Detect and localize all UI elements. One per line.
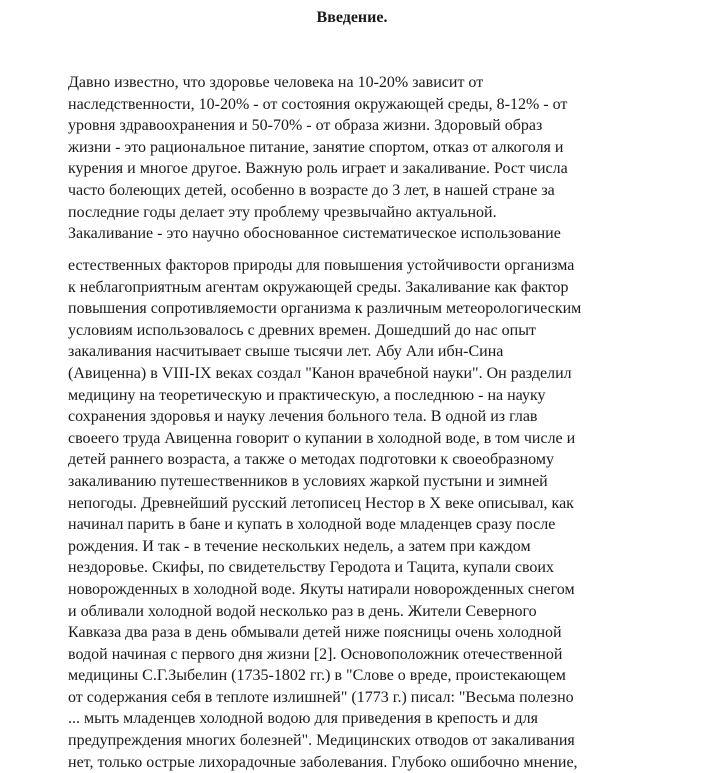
text-line: непогоды. Древнейший русский летописец Нестор в Х веке описывал, как [68, 494, 574, 512]
text-line: естественных факторов природы для повышения устойчивости организма [68, 257, 575, 274]
text-line: повышения сопротивляемости организма к различным метеорологическим [68, 300, 582, 318]
text-line: закаливания насчитывает свыше тысячи лет. Абу Али ибн-Сина [68, 343, 504, 361]
text-line: ... мыть младенцев холодной водою для приведения в крепость и для [68, 710, 538, 728]
text-line: последние годы делает эту проблему чрезвычайно актуальной. [68, 203, 497, 221]
text-line: Закаливание - это научно обоснованное систематическое использование [68, 225, 561, 243]
text-line: и обливали холодной водой несколько раз в день. Жители Северного [68, 602, 537, 620]
text-line: наследственности, 10-20% - от состояния окружающей среды, 8-12% - от [68, 95, 568, 113]
text-line: Давно известно, что здоровье человека на 10-20% зависит от [68, 74, 484, 91]
text-line: нет, только острые лихорадочные заболевания. Глубоко ошибочно мнение, [68, 753, 578, 771]
text-line: сохранения здоровья и науку лечения больного тела. В одной из глав [68, 408, 538, 426]
text-line: медицину на теоретическую и практическую, а последнюю - на науку [68, 386, 546, 404]
paragraph-block-1 [68, 72, 568, 245]
text-line: начинал парить в бане и купать в холодной воде младенцев сразу после [68, 516, 556, 534]
text-line: часто болеющих детей, особенно в возрасте до 3 лет, в нашей стране за [68, 181, 555, 199]
paragraph-block-2 [68, 255, 581, 773]
text-line: новорожденных в холодной воде. Якуты натирали новорожденных снегом [68, 580, 575, 598]
text-line: водой начиная с первого дня жизни [2]. Основоположник отечественной [68, 645, 563, 663]
text-line: условиям использовалось с древних времен. Дошедший до нас опыт [68, 321, 536, 339]
text-line: жизни - это рациональное питание, занятие спортом, отказ от алкоголя и [68, 138, 564, 156]
text-line: рождения. И так - в течение нескольких недель, а затем при каждом [68, 537, 531, 555]
text-line: к неблагоприятным агентам окружающей среды. Закаливание как фактор [68, 278, 569, 296]
text-line: (Авиценна) в VIII-IX веках создал "Канон врачебной науки". Он разделил [68, 364, 572, 382]
text-line: своеего труда Авиценна говорит о купании в холодной воде, в том числе и [68, 429, 576, 447]
text-line: Кавказа два раза в день обмывали детей ниже поясницы очень холодной [68, 624, 562, 642]
text-line: медицины С.Г.Зыбелин (1735-1802 гг.) в "Слове о вреде, проистекающем [68, 667, 566, 685]
text-line: от содержания себя в теплоте излишней" (1773 г.) писал: "Весьма полезно [68, 688, 574, 706]
text-line: детей раннего возраста, а также о методах подготовки к своеобразному [68, 451, 554, 469]
text-line: закаливанию путешественников в условиях жаркой пустыни и зимней [68, 472, 548, 490]
page-title: Введение. [316, 9, 388, 26]
text-line: предупреждения многих болезней". Медицинских отводов от закаливания [68, 732, 575, 750]
text-line: уровня здравоохранения и 50-70% - от образа жизни. Здоровый образ [68, 117, 543, 135]
text-line: курения и многое другое. Важную роль играет и закаливание. Рост числа [68, 160, 568, 178]
text-line: нездоровье. Скифы, по свидетельству Геродота и Тацита, купали своих [68, 559, 554, 577]
